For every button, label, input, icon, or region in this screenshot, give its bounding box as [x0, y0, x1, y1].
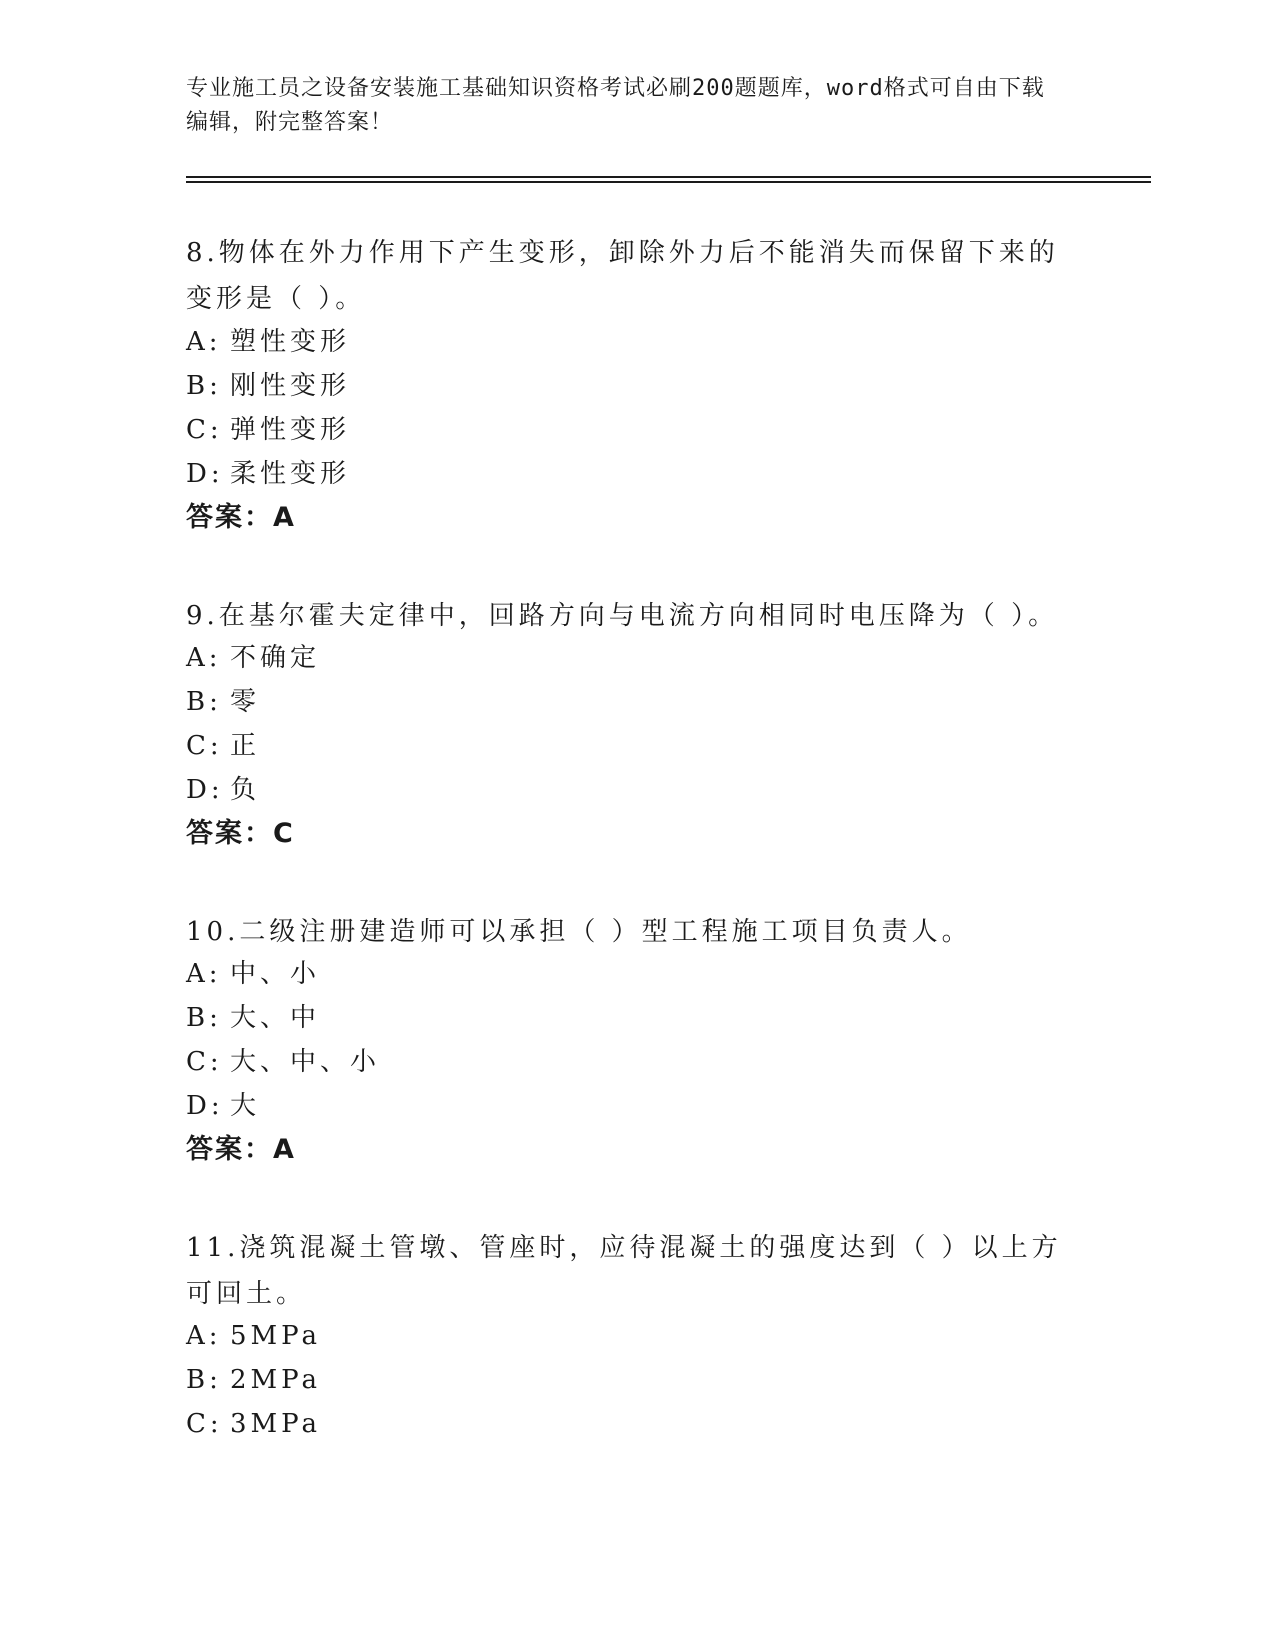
option-letter: B: — [186, 687, 222, 717]
option-letter: C: — [186, 415, 223, 445]
option-letter: D: — [186, 1091, 224, 1121]
option-letter: C: — [186, 1409, 223, 1439]
option-letter: A: — [186, 1321, 222, 1351]
question-9-option-a — [186, 640, 1066, 676]
option-text: 大 — [230, 1091, 261, 1121]
question-11-option-b — [186, 1362, 1066, 1398]
option-letter: A: — [186, 959, 222, 989]
option-text: 柔性变形 — [230, 459, 351, 489]
option-text: 刚性变形 — [230, 371, 351, 401]
option-letter: C: — [186, 1047, 223, 1077]
question-9-answer: 答案：C — [186, 818, 295, 849]
question-8-option-a — [186, 324, 1066, 360]
option-text: 弹性变形 — [230, 415, 351, 445]
question-11-text: 11.浇筑混凝土管墩、管座时，应待混凝土的强度达到（ ）以上方可回土。 — [186, 1233, 1062, 1309]
question-9-text: 9.在基尔霍夫定律中，回路方向与电流方向相同时电压降为（ ）。 — [186, 601, 1059, 631]
option-text: 5MPa — [230, 1321, 321, 1351]
option-text: 不确定 — [230, 643, 321, 673]
option-letter: C: — [186, 731, 223, 761]
option-letter: B: — [186, 1003, 222, 1033]
question-11-option-c — [186, 1406, 1066, 1442]
option-text: 零 — [230, 687, 261, 717]
option-text: 大、中、小 — [230, 1047, 381, 1077]
question-10-option-a — [186, 956, 1066, 992]
option-text: 塑性变形 — [230, 327, 351, 357]
document-header: 专业施工员之设备安装施工基础知识资格考试必刷200题题库，word格式可自由下载编辑，附完整答案！ — [186, 76, 1045, 135]
question-10-text: 10.二级注册建造师可以承担（ ）型工程施工项目负责人。 — [186, 917, 972, 947]
option-letter: D: — [186, 775, 224, 805]
question-9-option-c — [186, 728, 1066, 764]
question-8-answer: 答案：A — [186, 502, 296, 533]
question-9-option-d — [186, 772, 1066, 808]
option-text: 中、小 — [230, 959, 321, 989]
question-11-option-a — [186, 1318, 1066, 1354]
question-9-option-b — [186, 684, 1066, 720]
question-10-option-b — [186, 1000, 1066, 1036]
option-text: 正 — [230, 731, 261, 761]
option-letter: B: — [186, 371, 222, 401]
option-letter: A: — [186, 643, 222, 673]
question-10-answer: 答案：A — [186, 1134, 296, 1165]
question-10-option-c — [186, 1044, 1066, 1080]
header-divider-top — [186, 176, 1151, 178]
question-8-option-c — [186, 412, 1066, 448]
option-letter: B: — [186, 1365, 222, 1395]
option-text: 负 — [230, 775, 261, 805]
option-text: 3MPa — [230, 1409, 321, 1439]
option-letter: A: — [186, 327, 222, 357]
option-text: 2MPa — [230, 1365, 321, 1395]
question-10-option-d — [186, 1088, 1066, 1124]
question-8-text: 8.物体在外力作用下产生变形，卸除外力后不能消失而保留下来的变形是（ ）。 — [186, 238, 1059, 314]
question-8-option-b — [186, 368, 1066, 404]
question-8-option-d — [186, 456, 1066, 492]
header-divider-bottom — [186, 181, 1151, 183]
option-letter: D: — [186, 459, 224, 489]
option-text: 大、中 — [230, 1003, 321, 1033]
